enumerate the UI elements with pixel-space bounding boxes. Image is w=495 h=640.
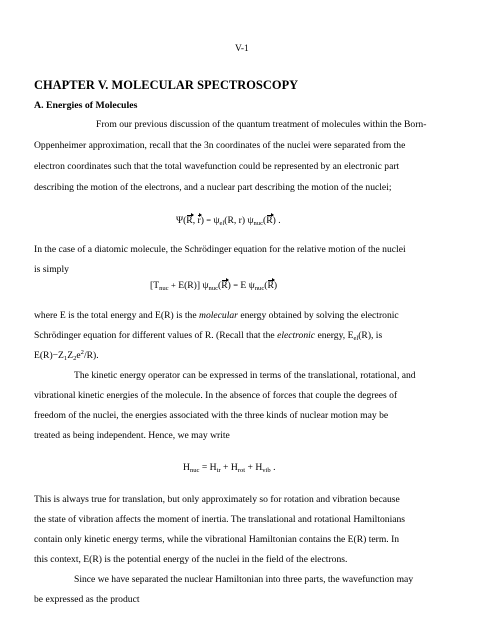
- p1-line-2: Oppenheimer approximation, recall that the 3n coordinates of the nuclei were separated from the: [34, 140, 406, 151]
- eq1-nuc-args: (R): [263, 215, 276, 226]
- equation-1: Ψ(R, $r) = \psi_{el}(R$, r) $\psi_{nuc}(R)$ .: [176, 215, 281, 227]
- p1-line-4: describing the motion of the electrons, and a nuclear part describing the motion of the nuclei;: [34, 182, 392, 193]
- p3-line-2: Schrödinger equation for different values of R. (Recall that the electronic energy, $E_{el}(R)$, is: [34, 330, 383, 342]
- p4-line-4: treated as being independent. Hence, we may write: [34, 430, 230, 441]
- p5-line-3: contain only kinetic energy terms, while the vibrational Hamiltonian contains the E(R) term. In: [34, 534, 400, 545]
- eq1-lhs: Ψ(R, r): [176, 215, 204, 226]
- equation-2: $[T_{nuc} + E(R)] \psi_{nuc}(R) = E$ $\psi_{nuc}(R)$: [150, 280, 278, 292]
- chapter-title: CHAPTER V. MOLECULAR SPECTROSCOPY: [34, 78, 299, 92]
- p3-line-3: $E(R)-Z_1Z_2e^2/R$).: [34, 349, 99, 362]
- p1-line-3: electron coordinates such that the total wavefunction could be represented by an electronic part: [34, 161, 400, 172]
- p2-line-2: is simply: [34, 264, 69, 275]
- p4-line-2: vibrational kinetic energies of the molecule. In the absence of forces that couple the degrees of: [34, 390, 398, 401]
- p6-line-1: Since we have separated the nuclear Hamiltonian into three parts, the wavefunction may: [74, 574, 414, 585]
- p4-line-1: The kinetic energy operator can be expressed in terms of the translational, rotational, and: [74, 370, 416, 381]
- page-number: V-1: [235, 44, 249, 54]
- equation-3: $H_{nuc} = H_{tr} + H_{rot} + H_{vib}$ .: [183, 462, 276, 474]
- p5-line-1: This is always true for translation, but only approximately so for rotation and vibration because: [34, 494, 400, 505]
- p4-line-3: freedom of the nuclei, the energies associated with the three kinds of nuclear motion may be: [34, 410, 389, 421]
- p5-line-2: the state of vibration affects the moment of inertia. The translational and rotational Hamiltonians: [34, 514, 406, 525]
- p1-line-1: From our previous discussion of the quantum treatment of molecules within the Born-: [96, 119, 427, 130]
- p3-line-1: where E is the total energy and E(R) is the molecular energy obtained by solving the electronic: [34, 310, 399, 321]
- p5-line-4: this context, E(R) is the potential energy of the nuclei in the field of the electrons.: [34, 554, 348, 565]
- section-title: A. Energies of Molecules: [34, 100, 138, 111]
- p2-line-1: In the case of a diatomic molecule, the Schrödinger equation for the relative motion of the nuclei: [34, 244, 406, 255]
- p6-line-2: be expressed as the product: [34, 594, 140, 605]
- eq1-equals: =: [206, 215, 212, 225]
